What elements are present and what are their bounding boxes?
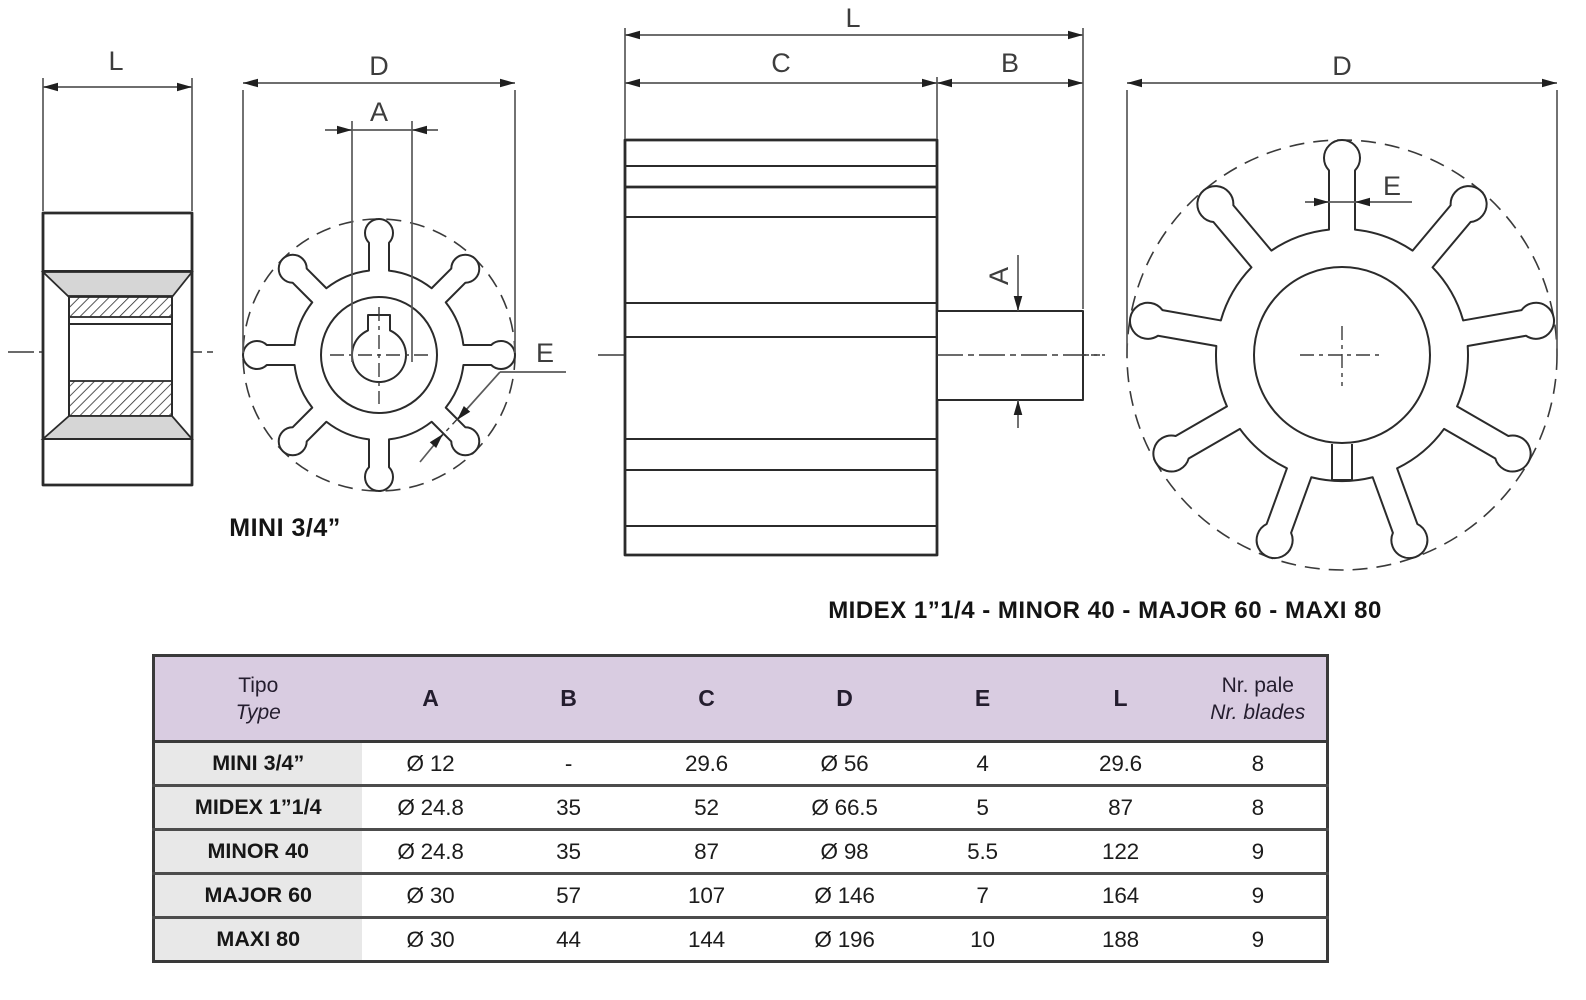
- col-header-type: Tipo Type: [154, 656, 362, 742]
- table-cell-blades: 8: [1251, 794, 1264, 820]
- table-cell-d: Ø 146: [814, 882, 875, 908]
- dim-label-d: D: [1332, 51, 1352, 81]
- table-cell-a: Ø 30: [406, 882, 455, 908]
- table-row: [154, 786, 1328, 830]
- large-side-view: [598, 3, 1105, 555]
- dim-label-c: C: [771, 48, 791, 78]
- dimension-arrowhead: [243, 79, 258, 88]
- table-cell-b: -: [564, 750, 573, 776]
- dimension-arrowhead: [43, 83, 58, 92]
- table-cell-d: Ø 98: [820, 838, 869, 864]
- hub-insert-hatch-bottom: [69, 381, 172, 416]
- col-header-c: C: [638, 656, 776, 742]
- dimension-arrowhead: [1314, 198, 1329, 207]
- col-header-l: L: [1052, 656, 1190, 742]
- hub-flange-bottom: [43, 416, 192, 439]
- table-cell-d: Ø 56: [820, 750, 869, 776]
- dimension-arrowhead: [412, 126, 427, 135]
- dim-label-l: L: [108, 46, 124, 76]
- col-header-d: D: [776, 656, 914, 742]
- table-row-label: MINOR 40: [154, 830, 362, 874]
- mini-body-outline: [43, 213, 192, 485]
- table-cell-blades: 8: [1251, 750, 1264, 776]
- table-cell-blades: 9: [1251, 882, 1264, 908]
- table-cell-l: 164: [1102, 882, 1139, 908]
- spec-table: [152, 654, 1329, 963]
- dim-label-b: B: [1000, 48, 1020, 78]
- table-cell-l: 188: [1102, 926, 1139, 952]
- dimension-arrowhead: [500, 79, 515, 88]
- dimension-arrowhead: [625, 31, 640, 40]
- dimension-arrowhead: [430, 434, 443, 448]
- table-cell-a: Ø 30: [406, 926, 455, 952]
- col-header-b: B: [500, 656, 638, 742]
- col-header-e: E: [914, 656, 1052, 742]
- table-cell-e: 5: [976, 794, 989, 820]
- hub-insert-hatch-top: [69, 296, 172, 317]
- dimension-arrowhead: [1355, 198, 1370, 207]
- table-cell-b: 57: [556, 882, 581, 908]
- dimension-arrowhead: [1068, 31, 1083, 40]
- col-header-a: A: [362, 656, 500, 742]
- table-row-label: MIDEX 1”1/4: [154, 786, 362, 830]
- table-row-label: MAJOR 60: [154, 874, 362, 918]
- dim-label-e: E: [1382, 171, 1402, 201]
- caption-large: MIDEX 1”1/4 - MINOR 40 - MAJOR 60 - MAXI 80: [828, 597, 1382, 624]
- table-cell-b: 35: [556, 794, 581, 820]
- spec-table-body: [154, 742, 1328, 962]
- table-cell-l: 87: [1108, 794, 1133, 820]
- table-row: [154, 874, 1328, 918]
- table-cell-e: 5.5: [967, 838, 998, 864]
- dimension-arrowhead: [1014, 296, 1023, 311]
- table-cell-c: 52: [694, 794, 719, 820]
- mini-front-view: [229, 51, 566, 542]
- table-cell-c: 87: [694, 838, 719, 864]
- table-cell-b: 35: [556, 838, 581, 864]
- table-cell-c: 144: [688, 926, 725, 952]
- table-cell-d: Ø 196: [814, 926, 875, 952]
- dim-label-l: L: [845, 3, 861, 33]
- dimension-arrowhead: [337, 126, 352, 135]
- table-cell-e: 4: [976, 750, 989, 776]
- table-cell-e: 7: [976, 882, 989, 908]
- table-cell-a: Ø 12: [406, 750, 455, 776]
- dim-label-d: D: [369, 51, 389, 81]
- hub-flange-top: [43, 272, 192, 297]
- dimension-arrowhead: [1127, 79, 1142, 88]
- table-cell-c: 107: [688, 882, 725, 908]
- table-row: [154, 830, 1328, 874]
- dim-label-a: A: [369, 97, 389, 127]
- dimension-arrowhead: [1542, 79, 1557, 88]
- dimension-arrowhead: [177, 83, 192, 92]
- table-cell-e: 10: [970, 926, 995, 952]
- table-cell-l: 122: [1102, 838, 1139, 864]
- dim-label-a: A: [984, 266, 1014, 286]
- table-cell-b: 44: [556, 926, 581, 952]
- table-row: [154, 742, 1328, 786]
- table-row: [154, 918, 1328, 962]
- dimension-arrowhead: [1068, 79, 1083, 88]
- table-cell-l: 29.6: [1099, 750, 1142, 776]
- dimension-arrowhead: [1014, 400, 1023, 415]
- table-cell-d: Ø 66.5: [811, 794, 878, 820]
- dim-label-e: E: [535, 338, 555, 368]
- col-header-blades: Nr. pale Nr. blades: [1190, 656, 1328, 742]
- dimension-arrowhead: [922, 79, 937, 88]
- dimension-arrowhead: [625, 79, 640, 88]
- dimension-arrowhead: [937, 79, 952, 88]
- table-cell-blades: 9: [1251, 838, 1264, 864]
- table-cell-blades: 9: [1251, 926, 1264, 952]
- table-cell-a: Ø 24.8: [397, 838, 464, 864]
- table-row-label: MAXI 80: [154, 918, 362, 962]
- large-body-outline: [625, 140, 937, 555]
- table-row-label: MINI 3/4”: [154, 742, 362, 786]
- caption-mini: MINI 3/4”: [229, 514, 341, 542]
- mini-side-view: [8, 46, 218, 485]
- spec-table-header: [154, 656, 1328, 742]
- table-cell-a: Ø 24.8: [397, 794, 464, 820]
- table-cell-c: 29.6: [685, 750, 728, 776]
